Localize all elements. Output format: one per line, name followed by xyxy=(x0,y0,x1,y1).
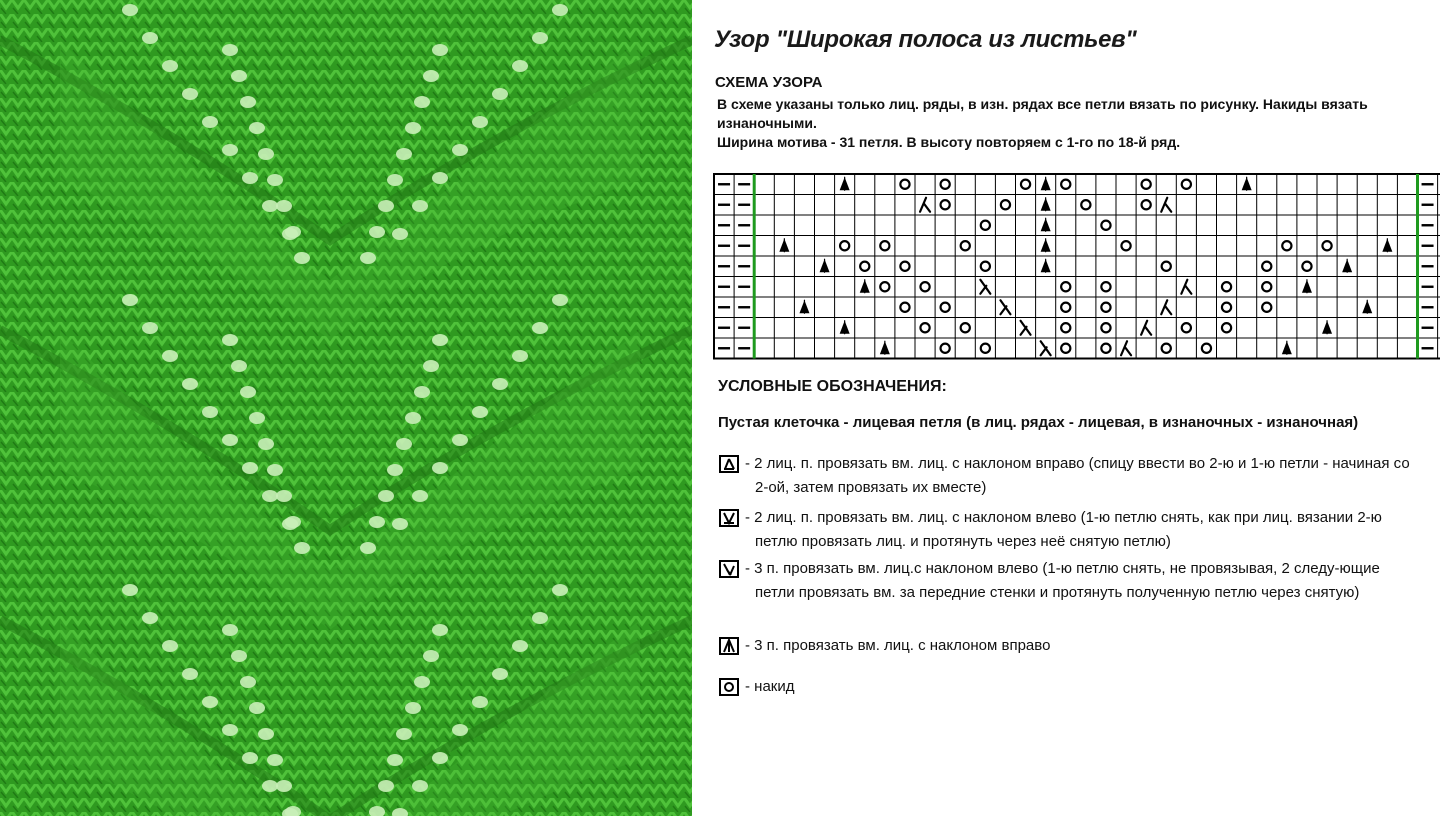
eyelet-hole xyxy=(414,386,430,398)
eyelet-hole xyxy=(242,752,258,764)
eyelet-hole xyxy=(162,640,178,652)
eyelet-hole xyxy=(414,96,430,108)
eyelet-hole xyxy=(162,60,178,72)
eyelet-hole xyxy=(231,70,247,82)
eyelet-hole xyxy=(258,148,274,160)
eyelet-hole xyxy=(122,4,138,16)
eyelet-hole xyxy=(240,96,256,108)
eyelet-hole xyxy=(396,438,412,450)
eyelet-hole xyxy=(360,542,376,554)
eyelet-hole xyxy=(432,462,448,474)
eyelet-hole xyxy=(472,696,488,708)
eyelet-hole xyxy=(452,724,468,736)
eyelet-hole xyxy=(512,640,528,652)
eyelet-hole xyxy=(552,4,568,16)
eyelet-hole xyxy=(392,518,408,530)
eyelet-hole xyxy=(282,518,298,530)
pattern-info-panel xyxy=(692,0,1440,816)
eyelet-hole xyxy=(240,676,256,688)
knitting-chart xyxy=(712,170,1440,366)
eyelet-hole xyxy=(423,650,439,662)
eyelet-hole xyxy=(412,780,428,792)
description-line: Ширина мотива - 31 петля. В высоту повторяем с 1-го по 18-й ряд. xyxy=(717,134,1181,150)
k3r-icon xyxy=(719,637,739,655)
eyelet-hole xyxy=(378,780,394,792)
page-title: Узор "Широкая полоса из листьев" xyxy=(714,26,1137,53)
eyelet-hole xyxy=(472,406,488,418)
eyelet-hole xyxy=(369,226,385,238)
legend-text: - 2 лиц. п. провязать вм. лиц. с наклоном вправо (спицу ввести во 2-ю и 1-ю петли - начиная со 2-ой, затем провязать их вместе) xyxy=(745,455,1410,496)
eyelet-hole xyxy=(267,464,283,476)
legend-item xyxy=(718,452,1418,500)
eyelet-hole xyxy=(262,780,278,792)
eyelet-hole xyxy=(182,88,198,100)
eyelet-hole xyxy=(532,32,548,44)
eyelet-hole xyxy=(222,624,238,636)
eyelet-hole xyxy=(294,542,310,554)
k2l-icon xyxy=(719,509,739,527)
eyelet-hole xyxy=(492,668,508,680)
eyelet-hole xyxy=(202,406,218,418)
eyelet-hole xyxy=(387,174,403,186)
eyelet-hole xyxy=(142,322,158,334)
eyelet-hole xyxy=(276,490,292,502)
eyelet-hole xyxy=(142,612,158,624)
legend-text: - 3 п. провязать вм. лиц.с наклоном влево (1-ю петлю снять, не провязывая, 2 следу-ющие петли провязать вм. за передние стенки и протянуть полученную петлю через снятую) xyxy=(745,560,1380,601)
eyelet-hole xyxy=(242,462,258,474)
eyelet-hole xyxy=(231,650,247,662)
eyelet-hole xyxy=(412,200,428,212)
eyelet-hole xyxy=(249,702,265,714)
eyelet-hole xyxy=(405,702,421,714)
eyelet-hole xyxy=(267,754,283,766)
eyelet-hole xyxy=(222,334,238,346)
eyelet-hole xyxy=(512,60,528,72)
eyelet-hole xyxy=(276,200,292,212)
k3l-icon xyxy=(719,560,739,578)
knitted-swatch-photo xyxy=(0,0,692,816)
eyelet-hole xyxy=(276,780,292,792)
eyelet-hole xyxy=(452,434,468,446)
description-line: В схеме указаны только лиц. ряды, в изн. рядах все петли вязать по рисунку. Накиды вязать изнаночными. xyxy=(717,96,1368,131)
legend-text: - 2 лиц. п. провязать вм. лиц. с наклоном влево (1-ю петлю снять, как при лиц. вязании 2-ю петлю провязать лиц. и протянуть через неё снятую петлю) xyxy=(745,509,1382,550)
eyelet-hole xyxy=(532,612,548,624)
eyelet-hole xyxy=(182,668,198,680)
eyelet-hole xyxy=(240,386,256,398)
eyelet-hole xyxy=(202,116,218,128)
eyelet-hole xyxy=(432,334,448,346)
eyelet-hole xyxy=(360,252,376,264)
eyelet-hole xyxy=(512,350,528,362)
legend-heading: УСЛОВНЫЕ ОБОЗНАЧЕНИЯ: xyxy=(718,378,947,395)
eyelet-hole xyxy=(258,728,274,740)
eyelet-hole xyxy=(423,70,439,82)
legend-empty-cell: Пустая клеточка - лицевая петля (в лиц. рядах - лицевая, в изнаночных - изнаночная) xyxy=(718,414,1359,431)
legend-item xyxy=(718,675,1418,699)
eyelet-hole xyxy=(405,412,421,424)
eyelet-hole xyxy=(412,490,428,502)
eyelet-hole xyxy=(249,412,265,424)
eyelet-hole xyxy=(262,490,278,502)
legend-item xyxy=(718,557,1418,605)
eyelet-hole xyxy=(552,584,568,596)
eyelet-hole xyxy=(162,350,178,362)
eyelet-hole xyxy=(432,624,448,636)
eyelet-hole xyxy=(423,360,439,372)
legend-text: - накид xyxy=(745,678,795,695)
eyelet-hole xyxy=(405,122,421,134)
legend-item xyxy=(718,506,1418,554)
eyelet-hole xyxy=(222,44,238,56)
eyelet-hole xyxy=(392,228,408,240)
eyelet-hole xyxy=(122,294,138,306)
eyelet-hole xyxy=(222,724,238,736)
eyelet-hole xyxy=(378,200,394,212)
k2r-icon xyxy=(719,455,739,473)
eyelet-hole xyxy=(182,378,198,390)
eyelet-hole xyxy=(414,676,430,688)
scheme-heading: СХЕМА УЗОРА xyxy=(715,74,823,91)
eyelet-hole xyxy=(387,464,403,476)
eyelet-hole xyxy=(552,294,568,306)
eyelet-hole xyxy=(396,728,412,740)
eyelet-hole xyxy=(387,754,403,766)
eyelet-hole xyxy=(249,122,265,134)
scheme-description xyxy=(717,95,1417,152)
eyelet-hole xyxy=(432,44,448,56)
eyelet-hole xyxy=(532,322,548,334)
eyelet-hole xyxy=(202,696,218,708)
eyelet-hole xyxy=(267,174,283,186)
eyelet-hole xyxy=(294,252,310,264)
eyelet-hole xyxy=(282,228,298,240)
eyelet-hole xyxy=(231,360,247,372)
eyelet-hole xyxy=(472,116,488,128)
eyelet-hole xyxy=(222,144,238,156)
eyelet-hole xyxy=(369,516,385,528)
legend-text: - 3 п. провязать вм. лиц. с наклоном вправо xyxy=(745,637,1051,654)
eyelet-hole xyxy=(432,752,448,764)
eyelet-hole xyxy=(242,172,258,184)
eyelet-hole xyxy=(222,434,238,446)
eyelet-hole xyxy=(432,172,448,184)
eyelet-hole xyxy=(492,88,508,100)
eyelet-hole xyxy=(262,200,278,212)
yo-icon xyxy=(719,678,739,696)
legend-item xyxy=(718,634,1418,658)
eyelet-hole xyxy=(492,378,508,390)
eyelet-hole xyxy=(452,144,468,156)
eyelet-hole xyxy=(378,490,394,502)
eyelet-hole xyxy=(396,148,412,160)
eyelet-hole xyxy=(122,584,138,596)
eyelet-hole xyxy=(258,438,274,450)
eyelet-hole xyxy=(142,32,158,44)
